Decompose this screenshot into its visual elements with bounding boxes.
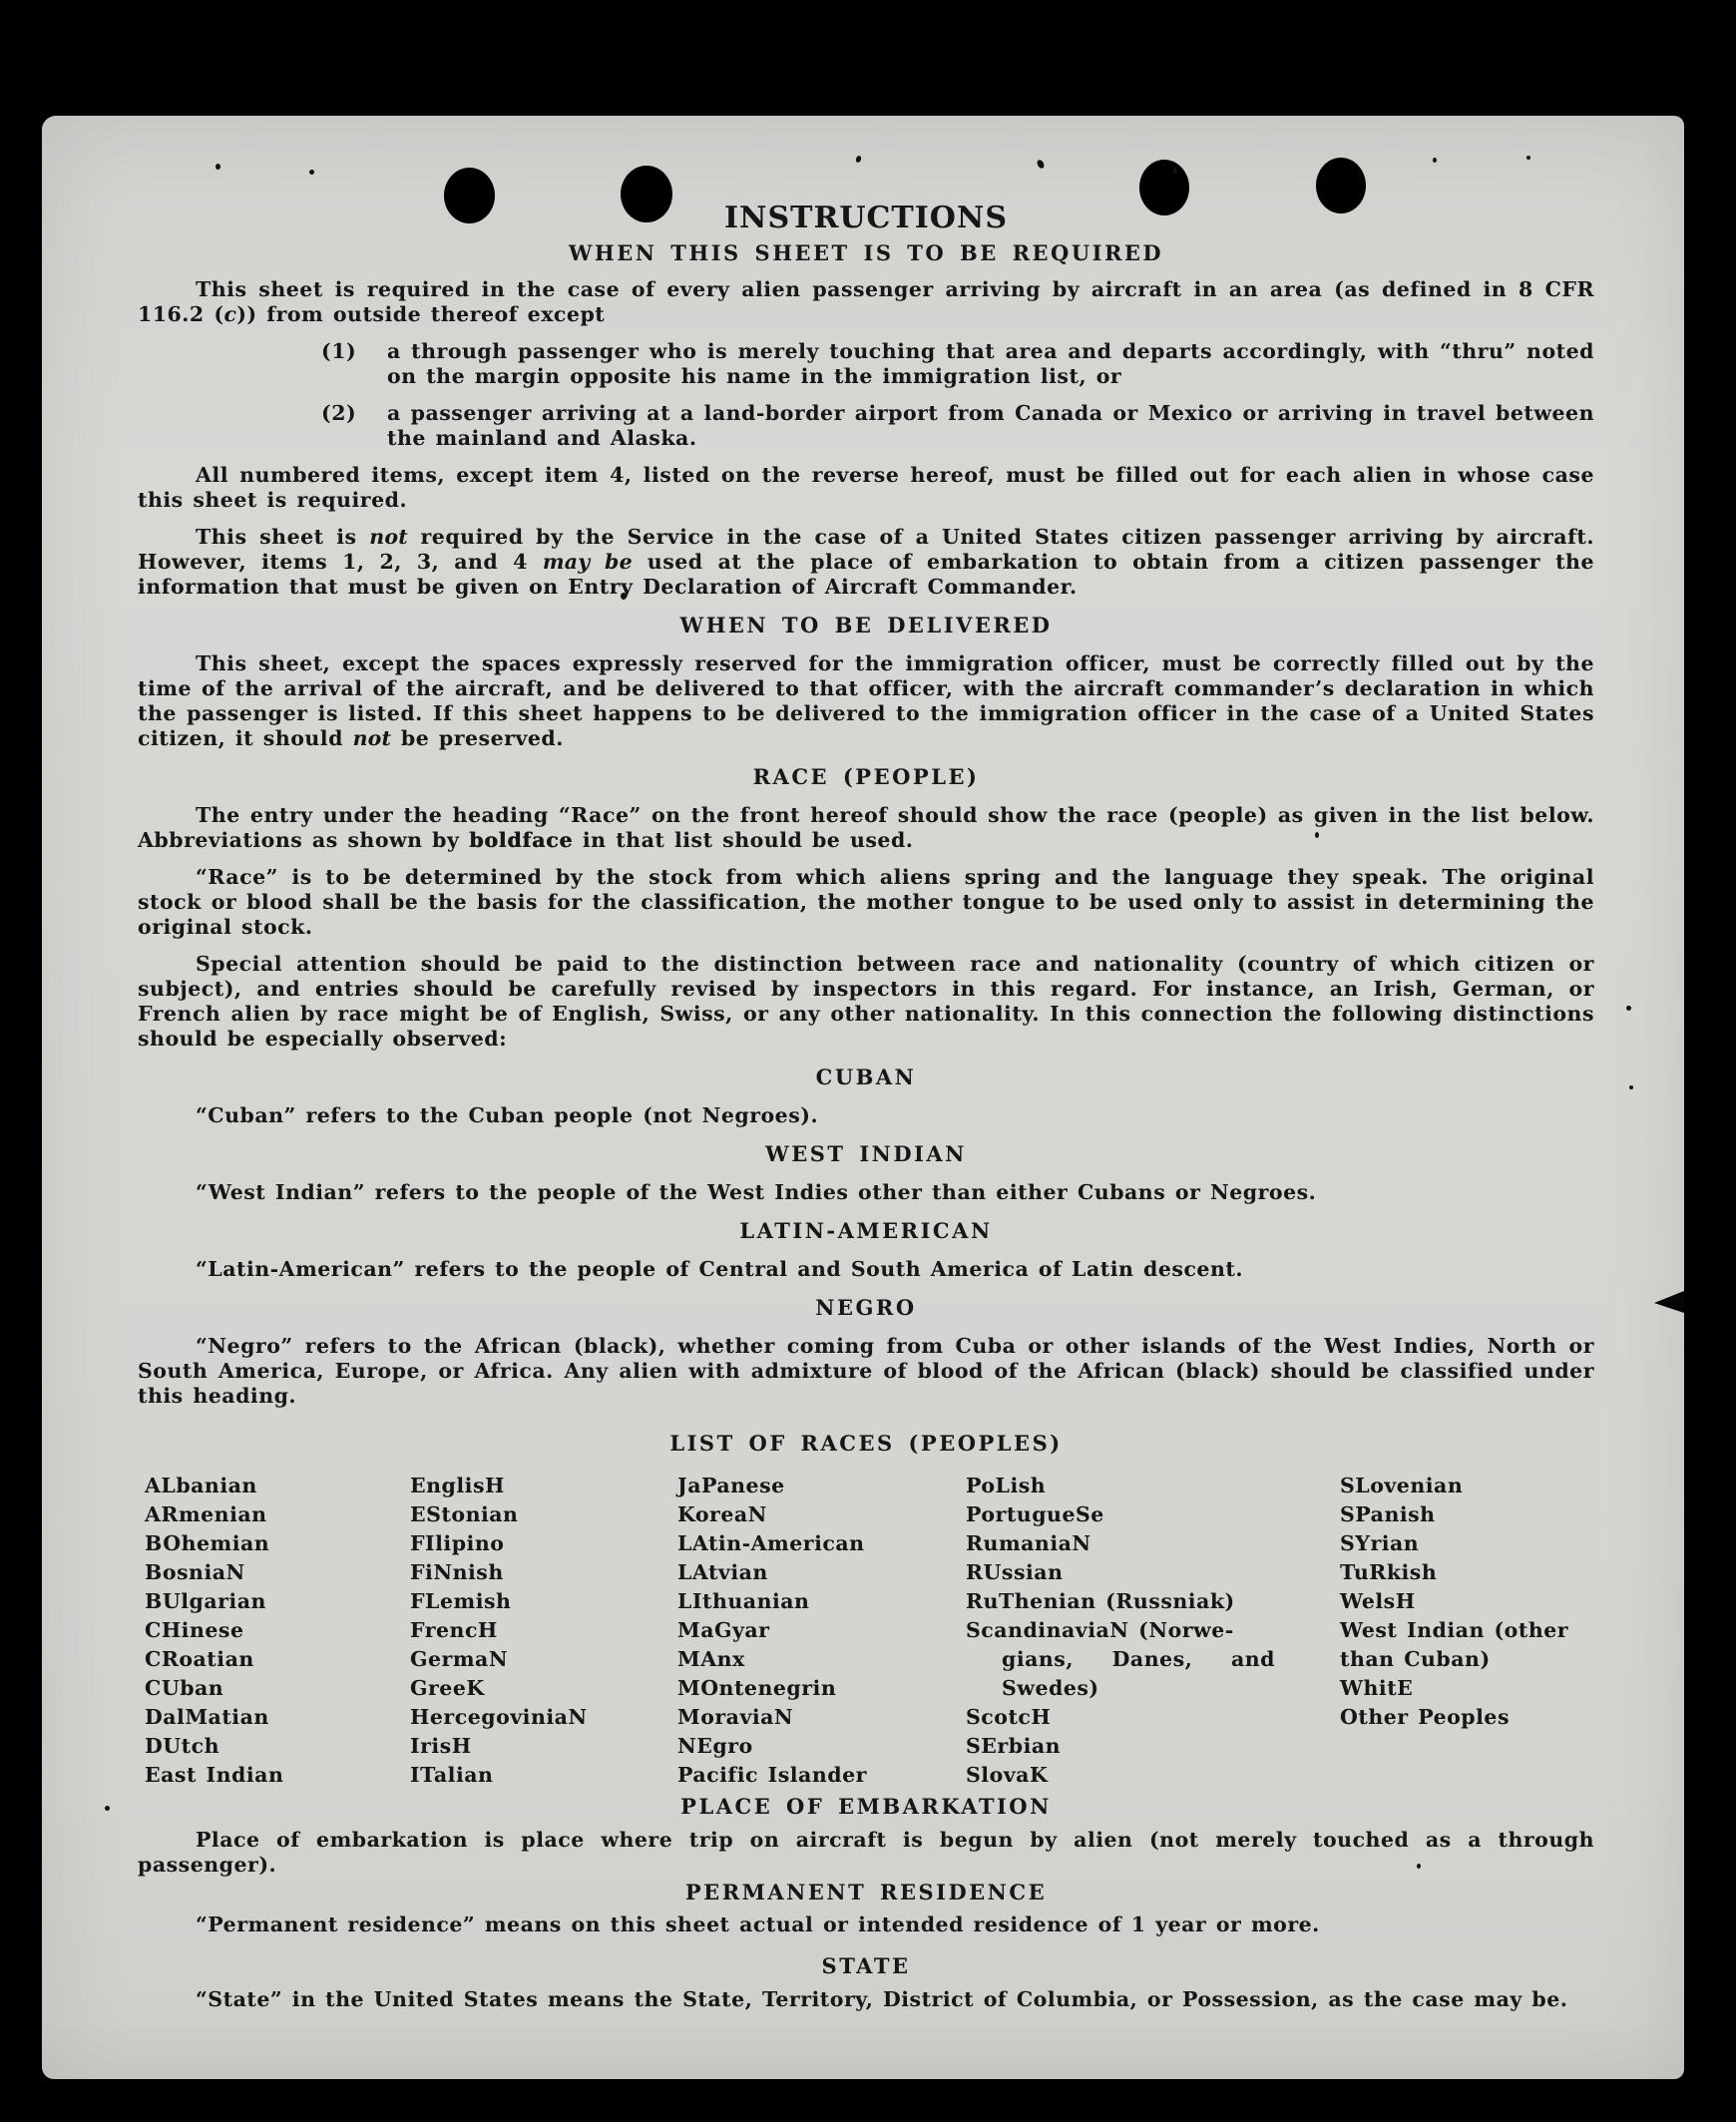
paragraph: “West Indian” refers to the people of the West Indies other than either Cubans or Negroes. xyxy=(196,1180,1317,1204)
paragraph: “Race” is to be determined by the stock from which aliens spring and the language they speak. The original stock or blood shall be the basis for the classification, the mother tongue to be used only to assist in determining the original stock. xyxy=(138,865,1594,939)
paragraph xyxy=(138,651,1594,751)
race-list-item: FiNnish xyxy=(410,1560,504,1584)
item-number: (2) xyxy=(321,401,357,425)
race-list-item: MoraviaN xyxy=(677,1705,794,1729)
paragraph: “Permanent residence” means on this sheet actual or intended residence of 1 year or more. xyxy=(196,1912,1320,1936)
race-list-item: PortugueSe xyxy=(966,1502,1104,1526)
races-list-column xyxy=(1340,1472,1594,1790)
paragraph-text: This sheet, except the spaces expressly reserved for the immigration officer, must be correctly filled out by the time of the arrival of the aircraft, and be delivered to that officer, with the aircraft commander’s declaration in which the passenger is listed. If this sheet happens to be delivered to the immigration officer in the case of a United States citizen, it should xyxy=(138,651,1594,750)
item-text: a through passenger who is merely touching that area and departs accordingly, with “thru” noted on the margin opposite his name in the immigration list, or xyxy=(387,339,1594,388)
race-list-item: LAtin-American xyxy=(677,1531,865,1555)
document-content xyxy=(138,116,1594,2012)
paragraph xyxy=(138,803,1594,853)
race-list-item: RuThenian (Russniak) xyxy=(966,1589,1235,1613)
section-heading-west-indian: WEST INDIAN xyxy=(765,1141,967,1166)
race-list-item: ScotcH xyxy=(966,1705,1052,1729)
race-list-item: ALbanian xyxy=(145,1474,257,1497)
paragraph-text: The entry under the heading “Race” on the front hereof should show the race (people) as given in the list below. Abbreviations as shown by xyxy=(138,803,1594,852)
section-heading-negro: NEGRO xyxy=(815,1295,917,1320)
race-list-item: MOntenegrin xyxy=(677,1676,837,1700)
paragraph-text: be preserved. xyxy=(391,726,564,750)
race-list-item: GreeK xyxy=(410,1676,485,1700)
paragraph: “State” in the United States means the State, Territory, District of Columbia, or Possession, as the case may be. xyxy=(196,1987,1568,2011)
race-list-item: FIlipino xyxy=(410,1531,505,1555)
race-list-item: WelsH xyxy=(1340,1589,1416,1613)
race-list-item: TuRkish xyxy=(1340,1560,1438,1584)
race-list-item: PoLish xyxy=(966,1474,1047,1497)
paragraph xyxy=(138,277,1594,327)
race-list-item: SLovenian xyxy=(1340,1474,1464,1497)
item-number: (1) xyxy=(321,339,357,363)
paragraph-italic: c xyxy=(223,302,237,326)
race-list-item: BosniaN xyxy=(145,1560,245,1584)
race-list-item: FLemish xyxy=(410,1589,512,1613)
paragraph-text: This sheet is xyxy=(196,525,370,549)
race-list-item: MAnx xyxy=(677,1647,745,1671)
race-list-item: IrisH xyxy=(410,1734,472,1758)
race-list-item: East Indian xyxy=(145,1763,284,1787)
section-heading-race: RACE (PEOPLE) xyxy=(752,764,980,789)
race-list-item: EnglisH xyxy=(410,1474,505,1497)
race-list-item: EStonian xyxy=(410,1502,519,1526)
race-list-item: Pacific Islander xyxy=(677,1763,867,1787)
race-list-item: SPanish xyxy=(1340,1502,1436,1526)
scan-artifact-speck xyxy=(1626,1006,1631,1011)
race-list-item: ScandinaviaN (Norwe- gians, Danes, and Swedes) xyxy=(966,1618,1275,1700)
numbered-item xyxy=(138,401,1594,451)
races-list-column xyxy=(677,1472,959,1790)
race-list-item: SlovaK xyxy=(966,1763,1049,1787)
section-heading-cuban: CUBAN xyxy=(815,1064,917,1089)
race-list-item: Other Peoples xyxy=(1340,1705,1510,1729)
paragraph-text: used at the place of embarkation to obtain from a citizen passenger the information that must be given on Entry Declaration of Aircraft Commander. xyxy=(138,550,1594,599)
paragraph: Special attention should be paid to the distinction between race and nationality (country of which citizen or subject), and entries should be carefully revised by inspectors in this regard. For instance, an Irish, German, or French alien by race might be of English, Swiss, or any other nationality. In this connection the following distinctions should be especially observed: xyxy=(138,952,1594,1051)
paragraph-italic: not xyxy=(369,525,408,549)
race-list-item: JaPanese xyxy=(677,1474,785,1497)
section-heading-state: STATE xyxy=(821,1953,911,1978)
races-list-column xyxy=(966,1472,1275,1790)
numbered-item xyxy=(138,339,1594,389)
section-heading-latin-american: LATIN-AMERICAN xyxy=(739,1218,993,1243)
paragraph: Place of embarkation is place where trip on aircraft is begun by alien (not merely touched as a through passenger). xyxy=(138,1828,1594,1877)
races-list-column xyxy=(145,1472,403,1790)
item-text: a passenger arriving at a land-border airport from Canada or Mexico or arriving in travel between the mainland and Alaska. xyxy=(387,401,1594,450)
race-list-item: RUssian xyxy=(966,1560,1064,1584)
paragraph-text: This sheet is required in the case of every alien passenger arriving by aircraft in an area (as defined in 8 CFR 116.2 ( xyxy=(138,277,1594,326)
section-heading-delivered: WHEN TO BE DELIVERED xyxy=(679,613,1053,637)
scan-artifact-mark xyxy=(1654,1291,1684,1313)
races-list xyxy=(138,1472,1594,1790)
scan-artifact-speck xyxy=(105,1806,110,1811)
race-list-item: GermaN xyxy=(410,1647,509,1671)
paragraph-italic: may be xyxy=(542,550,633,574)
paragraph: “Latin-American” refers to the people of Central and South America of Latin descent. xyxy=(196,1257,1243,1281)
race-list-item: RumaniaN xyxy=(966,1531,1091,1555)
races-list-column xyxy=(410,1472,670,1790)
paragraph xyxy=(138,525,1594,600)
race-list-item: SYrian xyxy=(1340,1531,1420,1555)
race-list-item: LAtvian xyxy=(677,1560,768,1584)
race-list-item: FrencH xyxy=(410,1618,498,1642)
race-list-item: DUtch xyxy=(145,1734,220,1758)
paragraph: “Cuban” refers to the Cuban people (not Negroes). xyxy=(196,1103,819,1127)
page-title: INSTRUCTIONS xyxy=(724,201,1008,235)
paragraph-italic: not xyxy=(352,726,392,750)
scanned-document-page xyxy=(42,116,1684,2079)
paragraph-boldface: boldface xyxy=(469,828,574,852)
race-list-item: NEgro xyxy=(677,1734,753,1758)
race-list-item: WhitE xyxy=(1340,1676,1414,1700)
race-list-item: LIthuanian xyxy=(677,1589,810,1613)
race-list-item: SErbian xyxy=(966,1734,1062,1758)
section-heading-required: WHEN THIS SHEET IS TO BE REQUIRED xyxy=(568,240,1164,265)
section-heading-races-list: LIST OF RACES (PEOPLES) xyxy=(669,1431,1063,1456)
paragraph: All numbered items, except item 4, listed on the reverse hereof, must be filled out for each alien in whose case this sheet is required. xyxy=(138,463,1594,512)
race-list-item: MaGyar xyxy=(677,1618,770,1642)
race-list-item: ITalian xyxy=(410,1763,494,1787)
section-heading-embarkation: PLACE OF EMBARKATION xyxy=(680,1794,1052,1819)
race-list-item: ARmenian xyxy=(145,1502,267,1526)
race-list-item: CUban xyxy=(145,1676,224,1700)
race-list-item: West Indian (other than Cuban) xyxy=(1340,1618,1569,1671)
race-list-item: DalMatian xyxy=(145,1705,269,1729)
scan-artifact-speck xyxy=(1629,1085,1633,1089)
race-list-item: CRoatian xyxy=(145,1647,254,1671)
race-list-item: BOhemian xyxy=(145,1531,270,1555)
paragraph-text: required by the Service in the case of a United States citizen passenger arriving by aircraft. However, items 1, 2, 3, and 4 xyxy=(138,525,1594,574)
race-list-item: CHinese xyxy=(145,1618,244,1642)
paragraph-text: )) from outside thereof except xyxy=(236,302,606,326)
race-list-item: HercegoviniaN xyxy=(410,1705,588,1729)
paragraph-text: in that list should be used. xyxy=(573,828,914,852)
section-heading-residence: PERMANENT RESIDENCE xyxy=(684,1880,1048,1905)
race-list-item: KoreaN xyxy=(677,1502,767,1526)
paragraph: “Negro” refers to the African (black), whether coming from Cuba or other islands of the West Indies, North or South America, Europe, or Africa. Any alien with admixture of blood of the African (black) should be classified under this heading. xyxy=(138,1334,1594,1408)
race-list-item: BUlgarian xyxy=(145,1589,266,1613)
